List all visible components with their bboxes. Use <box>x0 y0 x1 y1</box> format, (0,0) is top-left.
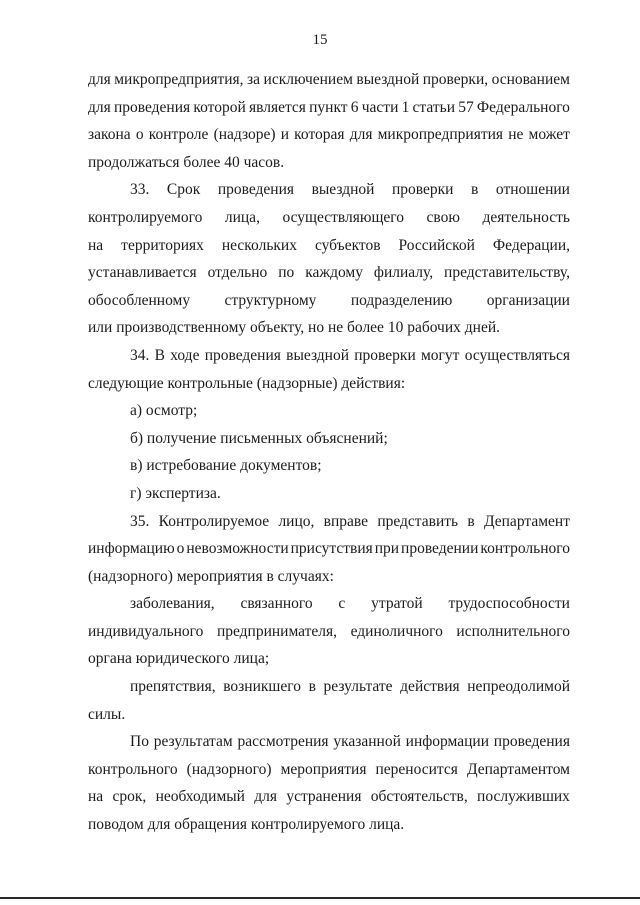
word: подразделению <box>350 291 453 309</box>
word: лица, <box>224 208 260 226</box>
word: о <box>176 540 185 558</box>
word: (надзорного) <box>186 760 272 778</box>
text-line <box>88 618 570 646</box>
word: заболевания, <box>130 595 215 613</box>
word: территориях <box>121 236 204 254</box>
word: послуживших <box>477 788 570 806</box>
word: проверки, <box>422 71 489 88</box>
word: представить <box>377 512 459 530</box>
word: для <box>88 98 111 116</box>
word: проведения <box>113 98 191 116</box>
word: непреодолимой <box>467 678 570 696</box>
word: нескольких <box>221 236 297 254</box>
word: мероприятия <box>280 760 367 778</box>
text-line: продолжаться более 40 часов. <box>88 153 285 171</box>
word: выездной <box>311 181 375 199</box>
word: является <box>248 98 306 116</box>
word: действия <box>400 678 460 696</box>
word: контрольного <box>480 540 570 558</box>
word: указанной <box>333 733 401 751</box>
word: структурному <box>224 291 317 309</box>
word: представительству, <box>444 264 570 282</box>
word: Федерального <box>476 98 570 116</box>
word: филиалу, <box>373 264 434 282</box>
word: ходе <box>170 346 200 364</box>
word: (надзоре) <box>213 126 276 144</box>
word: Контролируемое <box>158 512 270 530</box>
word: закона <box>88 126 131 144</box>
text-line <box>88 259 570 287</box>
word: субъектов <box>314 236 381 254</box>
text-line: поводом для обращения контролируемого лица. <box>88 816 405 834</box>
word: Срок <box>166 181 201 199</box>
text-line <box>88 590 570 618</box>
text-line <box>88 535 570 563</box>
word: отдельно <box>207 264 268 282</box>
word: 1 <box>401 98 410 116</box>
text-line <box>88 756 570 784</box>
word: информации <box>405 733 490 751</box>
word: в <box>471 181 479 199</box>
word: проведения <box>217 181 295 199</box>
bottom-rule <box>0 897 640 899</box>
word: проверки <box>392 181 454 199</box>
word: срок, <box>112 788 147 806</box>
word: каждому <box>305 264 363 282</box>
word: единоличного <box>350 622 443 640</box>
word: микропредприятия <box>377 126 504 144</box>
word: основанием <box>491 71 570 88</box>
word: 34. <box>130 346 150 364</box>
word: на <box>88 236 104 254</box>
word: результате <box>323 678 393 696</box>
text-line: г) экспертиза. <box>130 484 221 502</box>
text-line <box>88 342 570 370</box>
word: Федерации, <box>492 236 570 254</box>
text-line <box>88 287 570 315</box>
word: результатам <box>153 733 233 751</box>
word: Российской <box>398 236 475 254</box>
text-line <box>88 121 570 149</box>
text-line <box>88 508 570 536</box>
word: осуществляющего <box>282 208 404 226</box>
text-line <box>88 66 570 94</box>
word: обособленному <box>88 291 191 309</box>
word: препятствия, <box>130 678 216 696</box>
word: переносится <box>375 760 458 778</box>
text-line <box>88 728 570 756</box>
word: для <box>254 788 278 806</box>
word: отношении <box>495 181 570 199</box>
word: части <box>361 98 399 116</box>
word: Департаментом <box>466 760 570 778</box>
word: утратой <box>371 595 423 613</box>
word: контролируемого <box>88 208 203 226</box>
text-line: б) получение письменных объяснений; <box>130 429 388 447</box>
word: контрольного <box>88 760 178 778</box>
word: для <box>88 71 111 88</box>
word: на <box>88 788 104 806</box>
text-line: в) истребование документов; <box>130 457 322 475</box>
text-line <box>88 232 570 260</box>
word: в <box>308 678 316 696</box>
word: контроле <box>148 126 209 144</box>
word: для <box>349 126 373 144</box>
word: необходимый <box>155 788 245 806</box>
word: возникшего <box>223 678 301 696</box>
word: деятельность <box>482 208 570 226</box>
word: с <box>338 595 346 613</box>
word: предпринимателя, <box>216 622 338 640</box>
word: присутствия <box>290 540 373 558</box>
word: проведения <box>493 733 570 751</box>
word: микропредприятия, <box>114 71 244 88</box>
word: выездной <box>286 346 350 364</box>
text-line <box>88 176 570 204</box>
word: индивидуального <box>88 622 204 640</box>
word: при <box>374 540 400 558</box>
word: и <box>280 126 290 144</box>
text-line <box>88 94 570 122</box>
word: обстоятельств, <box>370 788 468 806</box>
word: которая <box>294 126 345 144</box>
word: может <box>528 126 570 144</box>
text-line <box>88 673 570 701</box>
word: проведении <box>401 540 479 558</box>
text-line <box>88 783 570 811</box>
word: Департамент <box>484 512 570 530</box>
word: 6 <box>350 98 359 116</box>
word: осуществляться <box>464 346 570 364</box>
word: исключением <box>263 71 353 88</box>
text-line: силы. <box>88 705 126 723</box>
word: устранения <box>286 788 362 806</box>
word: трудоспособности <box>448 595 570 613</box>
word: информацию <box>88 540 175 558</box>
document-body <box>88 66 570 839</box>
word: не <box>508 126 524 144</box>
word: пункт <box>309 98 348 116</box>
word: рассмотрения <box>237 733 329 751</box>
word: невозможности <box>186 540 289 558</box>
word: 33. <box>130 181 150 199</box>
word: организации <box>486 291 570 309</box>
text-line: а) осмотр; <box>130 402 198 420</box>
word: исполнительного <box>456 622 570 640</box>
word: проверки <box>354 346 416 364</box>
word: 35. <box>130 512 150 530</box>
text-line: органа юридического лица; <box>88 650 270 668</box>
word: устанавливается <box>88 264 197 282</box>
word: которой <box>193 98 246 116</box>
text-line: следующие контрольные (надзорные) действия: <box>88 374 406 392</box>
word: вправе <box>323 512 369 530</box>
page-number: 15 <box>312 32 328 48</box>
word: могут <box>421 346 460 364</box>
word: выездной <box>356 71 420 88</box>
word: лицо, <box>278 512 315 530</box>
word: проведения <box>204 346 281 364</box>
word: по <box>278 264 295 282</box>
word: По <box>130 733 149 751</box>
text-line: или производственному объекту, но не более 10 рабочих дней. <box>88 319 500 337</box>
word: свою <box>426 208 460 226</box>
word: о <box>135 126 144 144</box>
word: в <box>467 512 475 530</box>
word: связанного <box>240 595 313 613</box>
text-line <box>88 204 570 232</box>
word: В <box>154 346 165 364</box>
text-line: (надзорного) мероприятия в случаях: <box>88 567 334 585</box>
word: статьи <box>412 98 455 116</box>
word: за <box>247 71 261 88</box>
word: 57 <box>458 98 474 116</box>
